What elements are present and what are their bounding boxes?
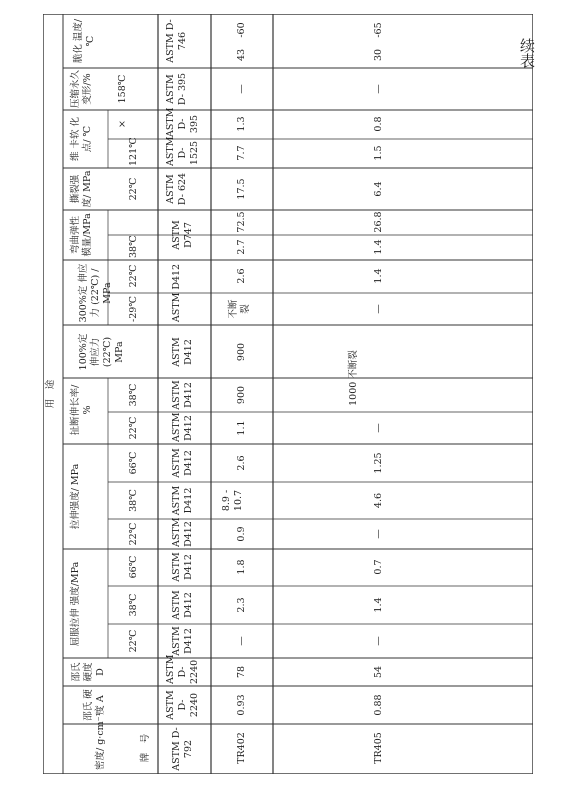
header-grade: 牌 号 — [140, 733, 151, 763]
tear-121: 121℃ — [128, 137, 139, 166]
row-tr405-shore-d: — — [373, 636, 384, 646]
tear-22: 22℃ — [128, 177, 139, 201]
row-tr405-grade: TR405 — [373, 732, 384, 764]
std-brittle: ASTM D- 746 — [165, 19, 188, 63]
row-tr402-mod100: 2.6 — [236, 268, 247, 284]
std-flex: ASTM D747 — [171, 220, 194, 250]
row-tr402-tensile-66: 1.1 — [236, 420, 247, 436]
yield-66: 66℃ — [128, 555, 139, 579]
row-tr405-mod300: 1.4 — [373, 239, 384, 255]
std-shore-a: ASTM D- 2240 — [165, 690, 200, 720]
row-tr405-tear-22: 0.8 — [373, 116, 384, 132]
flex-22: 22℃ — [128, 264, 139, 288]
header-flex: 弯曲弹性 模量/MPa — [70, 213, 93, 257]
row-tr402-flex-m29: 72.5 — [236, 211, 247, 233]
row-tr402-yield-66: 0.9 — [236, 526, 247, 542]
row-tr405-tensile-38: 1.25 — [373, 452, 384, 474]
std-vicat: ASTM D- 1525 — [165, 136, 200, 166]
row-tr402-grade: TR402 — [236, 732, 247, 764]
row-tr402-vicat: 43 — [236, 48, 247, 62]
elong-22: 22℃ — [128, 416, 139, 440]
row-tr405-yield-38: 0.7 — [373, 559, 384, 575]
data-table — [43, 14, 536, 774]
std-comp: ASTM D- 395 — [165, 107, 200, 137]
row-tr405-flex-22: 6.4 — [373, 181, 384, 197]
comp-158: 158℃ — [117, 74, 128, 104]
row-tr405-flex-m29: 26.8 — [373, 211, 384, 233]
std-mod300: ASTM D412 — [171, 263, 182, 323]
std-elong-38: ASTM D412 — [171, 380, 194, 410]
header-shore-d: 邵氏 硬度 D — [71, 662, 106, 682]
row-tr405-density: 0.88 — [373, 694, 384, 716]
header-brittle: 脆化 温度/ ℃ — [73, 18, 96, 64]
continued-label: 续表 — [518, 38, 536, 68]
row-tr405-elong-66: — — [373, 304, 384, 314]
row-tr405-mod100: 1.4 — [373, 268, 384, 284]
row-tr402-tensile-38: 2.6 — [236, 455, 247, 471]
yield-22: 22℃ — [128, 629, 139, 653]
row-tr405-yield-66: — — [373, 529, 384, 539]
header-yield: 屈服拉伸 强度/MPa — [70, 561, 81, 647]
tensile-38: 38℃ — [128, 489, 139, 512]
row-tr405-flex-38: 1.5 — [373, 145, 384, 161]
std-shore-d: ASTM D- 2240 — [165, 654, 200, 684]
row-tr402-elong-66: 不断裂 — [228, 299, 251, 319]
header-vicat: 维 卡软 化点/ ℃ — [70, 116, 93, 162]
row-tr405-elong-22-38: 1000 不断裂 — [348, 350, 359, 406]
header-tensile: 拉伸强度/ MPa — [70, 463, 81, 530]
header-usage: 用 途 — [45, 379, 56, 409]
header-shore-a: 邵氏 硬度 A — [83, 689, 106, 721]
row-tr402-yield-22: 2.3 — [236, 597, 247, 613]
row-tr405-tensile-22: 4.6 — [373, 492, 384, 509]
std-tensile-66: ASTM D412 — [171, 448, 194, 478]
row-tr402-elong-22: 900 — [236, 385, 247, 405]
header-elongation: 扯断伸长率/ % — [70, 384, 93, 436]
row-tr402-tear-22: 1.3 — [236, 116, 247, 132]
tensile-22: 22℃ — [128, 522, 139, 546]
std-tensile-38: ASTM D412 — [171, 485, 194, 516]
header-mod300: 300%定 伸应力 (22℃) / MPa — [78, 263, 113, 323]
std-elong-22: ASTM D412 — [171, 412, 194, 442]
row-tr402-yield-38: 1.8 — [236, 559, 247, 575]
row-tr402-tensile-22: 8.9 - 10.7 — [221, 489, 244, 512]
row-tr402-brittle: -60 — [236, 22, 247, 38]
row-tr402-density: 0.93 — [236, 694, 247, 716]
std-density: ASTM D-792 — [171, 727, 194, 771]
row-tr402-shore-a: 78 — [236, 665, 247, 679]
header-tear: 撕裂强度/ MPa — [70, 170, 93, 208]
yield-38: 38℃ — [128, 593, 139, 617]
row-tr402-tear-121: — — [236, 84, 247, 94]
row-tr402-shore-d: — — [236, 636, 247, 646]
std-mod100: ASTM D412 — [171, 337, 194, 367]
std-yield-22: ASTM D412 — [171, 626, 194, 656]
elong-38: 38℃ — [128, 383, 139, 407]
comp-x: × — [117, 120, 128, 128]
flex-m29: -29℃ — [128, 296, 139, 322]
header-density: 密度/ g·cm⁻¹ — [95, 712, 106, 770]
header-mod100: 100%定 伸应力 (22℃) MPa — [78, 333, 125, 371]
std-yield-38: ASTM D412 — [171, 590, 194, 620]
row-tr405-tear-121: — — [373, 84, 384, 94]
row-tr405-yield-22: 1.4 — [373, 597, 384, 613]
std-yield-66: ASTM D412 — [171, 552, 194, 582]
row-tr405-vicat: 30 — [373, 48, 384, 62]
header-compression: 压缩永久 变形/% — [70, 69, 93, 108]
std-tear: ASTM D- 624 — [165, 172, 188, 206]
row-tr402-elong-38: 900 — [236, 342, 247, 362]
row-tr402-flex-38: 7.7 — [236, 145, 247, 161]
row-tr402-flex-22: 17.5 — [236, 178, 247, 200]
tensile-66: 66℃ — [128, 451, 139, 475]
std-comp-158: ASTM D- 395 — [165, 72, 188, 106]
std-tensile-22: ASTM D412 — [171, 517, 194, 547]
row-tr402-mod300: 2.7 — [236, 239, 247, 255]
row-tr405-tensile-66: — — [373, 423, 384, 433]
row-tr405-shore-a: 54 — [373, 665, 384, 679]
flex-38: 38℃ — [128, 235, 139, 258]
row-tr405-brittle: -65 — [373, 22, 384, 38]
